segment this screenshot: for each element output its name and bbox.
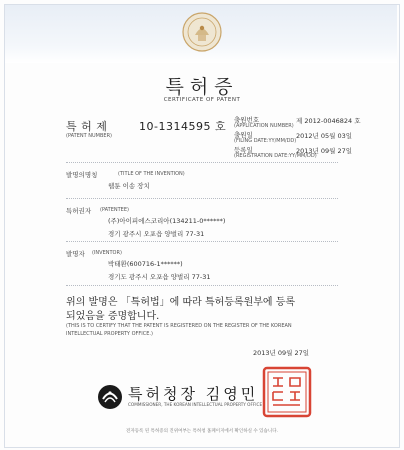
certificate-border: [4, 4, 400, 448]
patentee-address: 경기 광주시 오포읍 양벌리 77-31: [108, 230, 205, 238]
government-emblem-icon: [181, 10, 223, 54]
divider: [66, 241, 338, 242]
certification-statement-line2: 되었음을 증명합니다.: [66, 311, 160, 322]
patent-number-label-en: (PATENT NUMBER): [66, 133, 113, 139]
commissioner-name: 특허청장 김영민: [128, 385, 259, 403]
divider: [66, 198, 338, 199]
application-number-value: 제 2012-0046824 호: [296, 117, 361, 125]
patentee-label: 특허권자: [66, 207, 92, 215]
registration-date-label: 등록일: [234, 146, 253, 154]
official-seal-icon: [262, 366, 312, 418]
divider: [66, 162, 338, 163]
registration-date-label-en: (REGISTRATION DATE:YY/MM/DD): [234, 153, 317, 159]
inventor-label-en: (INVENTOR): [92, 250, 122, 256]
invention-title-label-en: (TITLE OF THE INVENTION): [118, 171, 185, 177]
divider: [66, 285, 338, 286]
certificate-subtitle: CERTIFICATE OF PATENT: [163, 97, 241, 103]
filing-date-label-en: (FILING DATE:YY/MM/DD): [234, 138, 297, 144]
inventor-label: 발명자: [66, 250, 85, 258]
kipo-logo-icon: [97, 384, 123, 410]
footer-note: 전자등록 된 특허증의 진위여부는 특허청 홈페이지에서 확인하실 수 있습니다.: [126, 429, 278, 434]
certification-statement-line1: 위의 발명은 「특허법」에 따라 특허등록원부에 등록: [66, 297, 296, 308]
application-number-label: 출원번호: [234, 116, 260, 124]
invention-title-value: 웹툰 이송 장치: [108, 182, 150, 190]
certification-statement-en1: (THIS IS TO CERTIFY THAT THE PATENT IS REGISTERED ON THE REGISTER OF THE KOREAN: [66, 323, 292, 329]
filing-date-value: 2012년 05월 03일: [296, 132, 353, 140]
inventor-name: 박태환(600716-1******): [108, 260, 183, 268]
patentee-name: (주)아이피에스코리아(134211-0******): [108, 217, 226, 225]
application-number-label-en: (APPLICATION NUMBER): [234, 123, 294, 129]
filing-date-label: 출원일: [234, 131, 253, 139]
patentee-label-en: (PATENTEE): [100, 207, 129, 213]
commissioner-title-en: COMMISSIONER, THE KOREAN INTELLECTUAL PROPERTY OFFICE: [128, 402, 263, 407]
patent-number-label: 특 허 제: [66, 120, 108, 133]
invention-title-label: 발명의명칭: [66, 171, 98, 179]
patent-number-value: 10-1314595 호: [139, 120, 227, 133]
issue-date: 2013년 09월 27일: [253, 349, 310, 357]
registration-date-value: 2013년 09월 27일: [296, 147, 353, 155]
certification-statement-en2: INTELLECTUAL PROPERTY OFFICE.): [66, 331, 153, 337]
certificate-title: 특허증: [165, 76, 239, 98]
inventor-address: 경기도 광주시 오포읍 양벌리 77-31: [108, 273, 211, 281]
